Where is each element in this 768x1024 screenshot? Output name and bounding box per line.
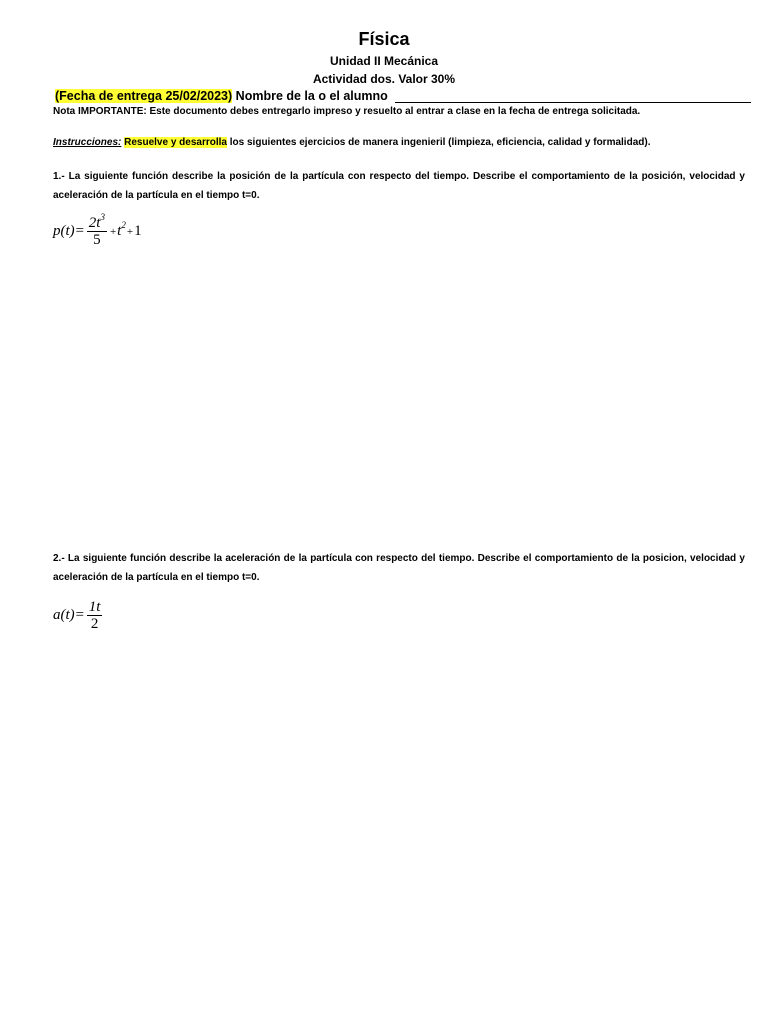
formula-1-numerator bbox=[87, 212, 107, 232]
instructions-highlight: Resuelve y desarrolla bbox=[124, 137, 227, 148]
instructions bbox=[53, 137, 650, 148]
student-name-label: Nombre de la o el alumno bbox=[235, 89, 388, 103]
formula-2-fraction bbox=[87, 599, 103, 632]
formula-1-term2 bbox=[117, 220, 126, 240]
instructions-text: los siguientes ejercicios de manera ingenieril (limpieza, eficiencia, calidad y formalidad). bbox=[229, 137, 651, 148]
formula-1-numerator-exp: 3 bbox=[100, 212, 105, 222]
formula-1-term2-base: t bbox=[117, 223, 122, 239]
formula-1-numerator-base: 2t bbox=[88, 215, 101, 231]
formula-1-op1: + bbox=[109, 225, 117, 238]
formula-1-term3: 1 bbox=[134, 223, 142, 239]
formula-1-fraction bbox=[87, 212, 107, 248]
unit-subtitle: Unidad II Mecánica bbox=[329, 54, 439, 68]
instructions-label: Instrucciones: bbox=[53, 137, 122, 148]
question-2-formula bbox=[53, 599, 104, 632]
important-note: Nota IMPORTANTE: Este documento debes entregarlo impreso y resuelto al entrar a clase en la fecha de entrega solicitada. bbox=[53, 106, 641, 117]
formula-2-lhs: a(t)= bbox=[53, 607, 85, 623]
student-name-blank[interactable] bbox=[395, 101, 751, 103]
question-2-text: 2.- La siguiente función describe la aceleración de la partícula con respecto del tiempo. Describe el comportamiento de la posicion, velocidad y aceleración de la partícula en el tiempo t=0. bbox=[53, 553, 745, 583]
formula-1-lhs: p(t)= bbox=[53, 223, 85, 239]
formula-1-denominator: 5 bbox=[93, 232, 101, 248]
formula-1-term2-exp: 2 bbox=[121, 220, 126, 230]
activity-subtitle: Actividad dos. Valor 30% bbox=[312, 72, 456, 86]
formula-2-numerator: 1t bbox=[88, 599, 101, 615]
formula-1-op2: + bbox=[126, 225, 134, 238]
document-title: Física bbox=[358, 29, 410, 49]
due-date-line bbox=[55, 89, 751, 103]
question-1-text: 1.- La siguiente función describe la posición de la partícula con respecto del tiempo. Describe el comportamiento de la posición, velocidad y aceleración de la partícula en el tiempo t=0. bbox=[53, 171, 745, 201]
formula-2-denominator: 2 bbox=[90, 616, 99, 632]
due-date-highlight: (Fecha de entrega 25/02/2023) bbox=[55, 89, 233, 103]
question-1-formula bbox=[53, 212, 142, 248]
